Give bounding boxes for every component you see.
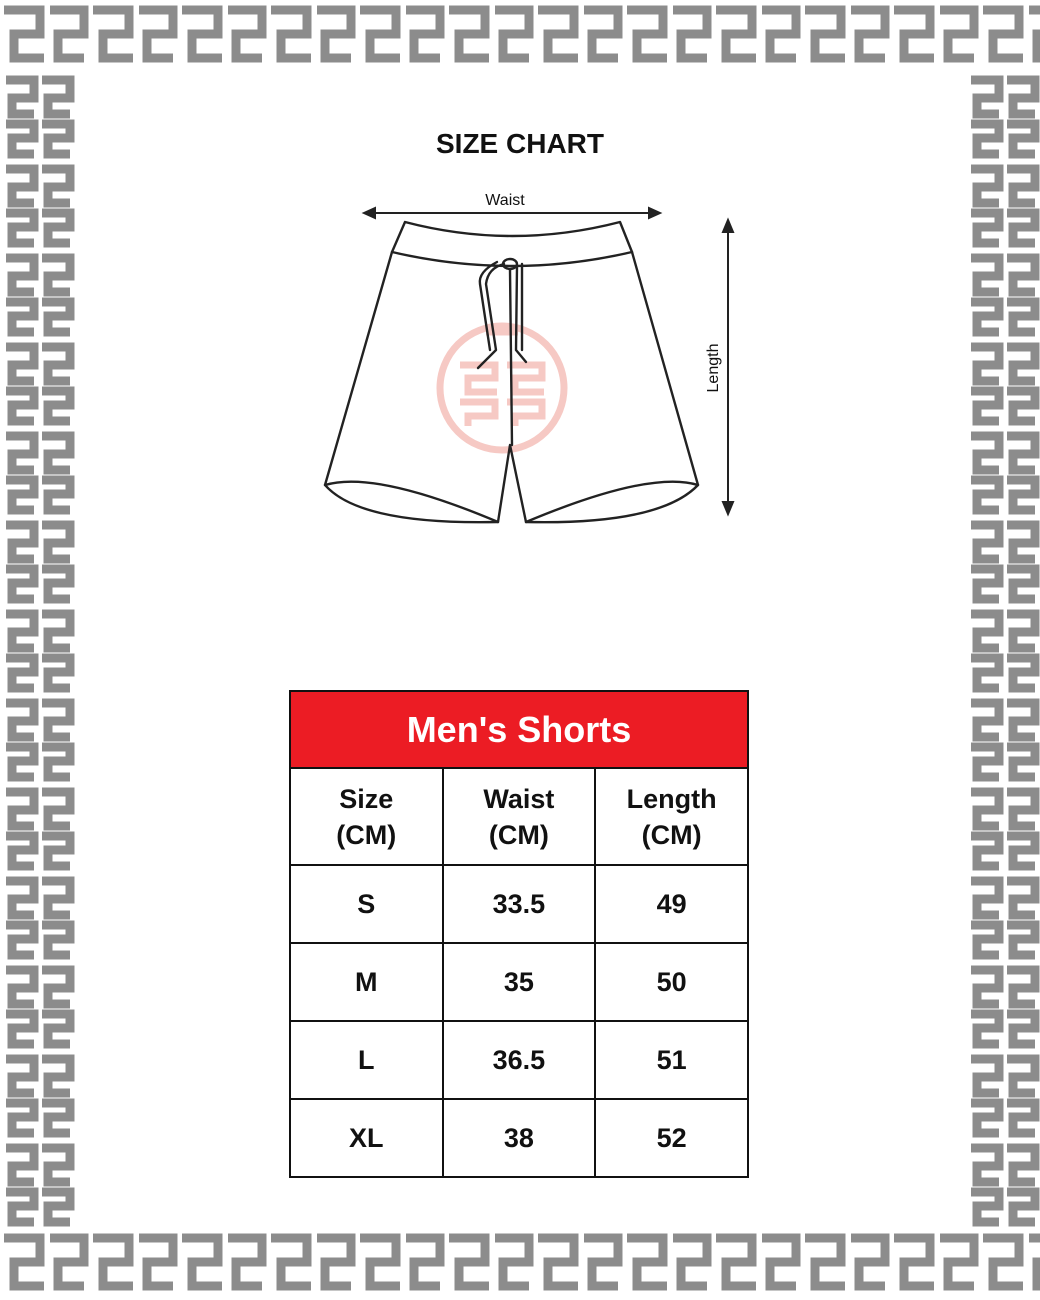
watermark-emblem [440, 326, 564, 450]
cell-waist: 38 [443, 1099, 596, 1177]
table-row [290, 943, 748, 1021]
cell-size: L [290, 1021, 443, 1099]
decorative-border-left [0, 72, 75, 1228]
cell-size: XL [290, 1099, 443, 1177]
waist-label: Waist [485, 192, 525, 209]
decorative-border-right [965, 72, 1040, 1228]
cell-waist: 33.5 [443, 865, 596, 943]
cell-size: M [290, 943, 443, 1021]
waist-arrow [364, 208, 660, 218]
column-header-line2: (CM) [336, 819, 397, 850]
cell-waist: 35 [443, 943, 596, 1021]
table-row [290, 1021, 748, 1099]
column-header-length [595, 768, 748, 865]
length-label: Length [705, 343, 722, 393]
length-arrow [723, 220, 733, 514]
cell-length: 51 [595, 1021, 748, 1099]
column-header-line1: Size [339, 783, 394, 814]
table-header-row [290, 768, 748, 865]
table-row [290, 865, 748, 943]
column-header-waist [443, 768, 596, 865]
column-header-line2: (CM) [488, 819, 549, 850]
shorts-diagram [300, 180, 760, 540]
column-header-line2: (CM) [641, 819, 702, 850]
column-header-line1: Length [626, 783, 717, 814]
cell-length: 50 [595, 943, 748, 1021]
decorative-border-bottom [0, 1228, 1040, 1300]
table-title: Men's Shorts [290, 691, 748, 768]
cell-length: 49 [595, 865, 748, 943]
cell-size: S [290, 865, 443, 943]
cell-length: 52 [595, 1099, 748, 1177]
cell-waist: 36.5 [443, 1021, 596, 1099]
table-row [290, 1099, 748, 1177]
size-table [289, 690, 749, 1178]
column-header-size [290, 768, 443, 865]
shorts-outline-icon [325, 222, 698, 522]
page-title: SIZE CHART [436, 128, 604, 159]
decorative-border-top [0, 0, 1040, 72]
column-header-line1: Waist [483, 783, 555, 814]
